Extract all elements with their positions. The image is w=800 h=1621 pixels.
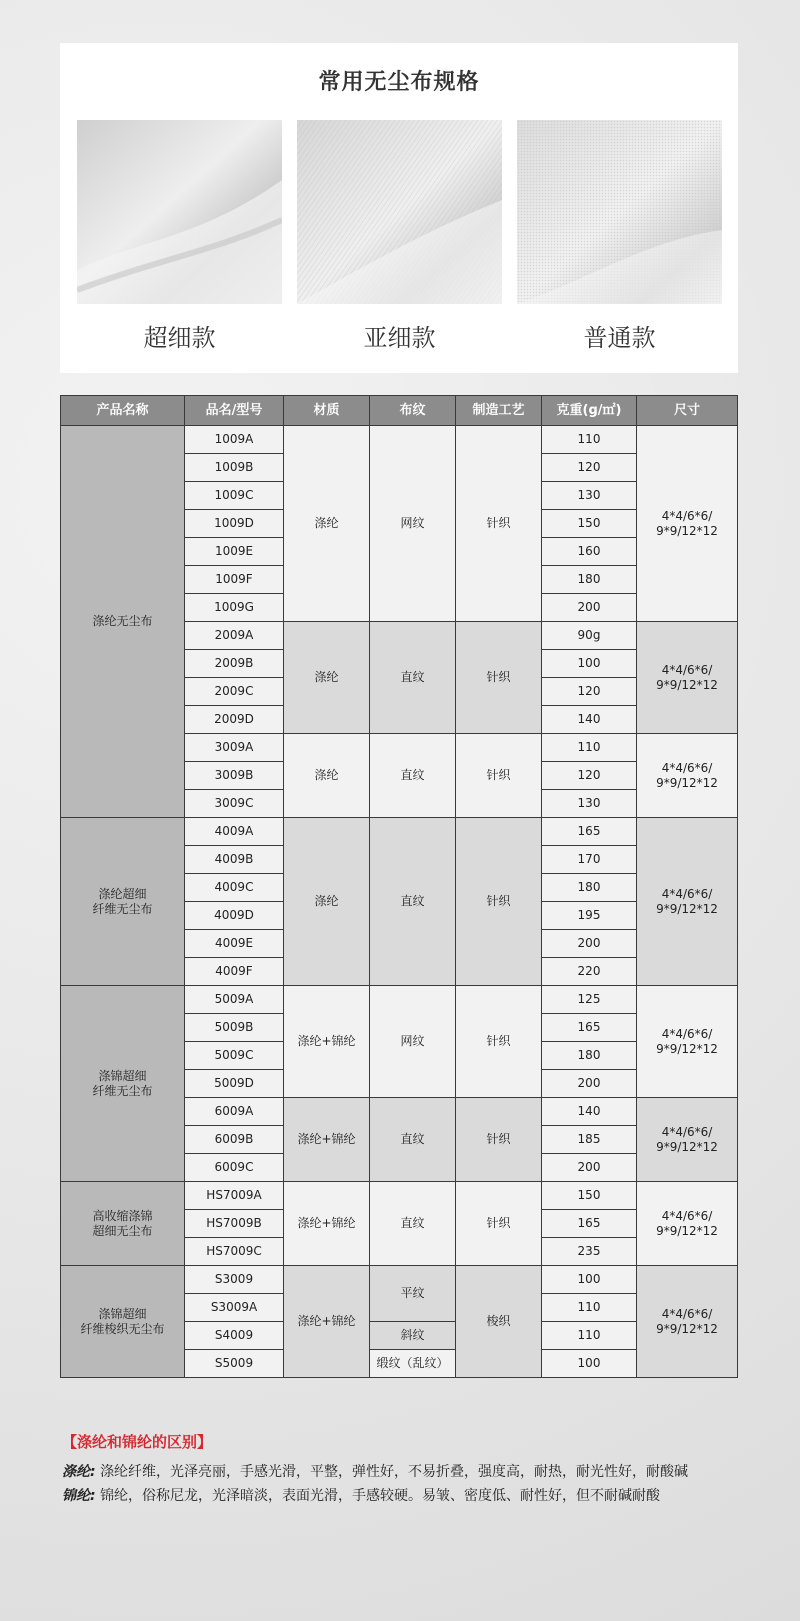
weight-cell: 100	[542, 1266, 637, 1294]
weight-cell: 140	[542, 1098, 637, 1126]
weight-cell: 100	[542, 650, 637, 678]
model-cell: 2009A	[185, 622, 284, 650]
weight-cell: 180	[542, 874, 637, 902]
weight-cell: 110	[542, 734, 637, 762]
nylon-note	[62, 1484, 742, 1508]
weight-cell: 140	[542, 706, 637, 734]
product-name-cell	[61, 1266, 185, 1378]
product-name-cell	[61, 986, 185, 1182]
weight-cell: 120	[542, 678, 637, 706]
model-cell: 2009B	[185, 650, 284, 678]
size-line-1: 4*4/6*6/	[661, 1026, 713, 1041]
notes-heading: 【涤纶和锦纶的区别】	[62, 1433, 213, 1451]
weight-cell: 160	[542, 538, 637, 566]
model-cell: 4009C	[185, 874, 284, 902]
model-cell: 6009A	[185, 1098, 284, 1126]
model-cell: 1009G	[185, 594, 284, 622]
process-cell: 梭织	[456, 1266, 542, 1378]
fabric-image-ultrafine	[77, 120, 282, 304]
product-name-line-2: 纤维梭织无尘布	[80, 1321, 165, 1336]
product-name-line-1: 高收缩涤锦	[92, 1208, 153, 1223]
nylon-text: 锦纶，俗称尼龙，光泽暗淡，表面光滑，手感较硬。易皱、密度低、耐性好，但不耐碱耐酸	[100, 1488, 661, 1504]
size-line-1: 4*4/6*6/	[661, 886, 713, 901]
weight-cell: 200	[542, 594, 637, 622]
model-cell: S4009	[185, 1322, 284, 1350]
process-cell: 针织	[456, 426, 542, 622]
table-row	[61, 1182, 738, 1210]
weave-cell: 斜纹	[370, 1322, 456, 1350]
weave-cell: 直纹	[370, 734, 456, 818]
col-header-process: 制造工艺	[456, 396, 542, 426]
model-cell: 5009C	[185, 1042, 284, 1070]
model-cell: HS7009A	[185, 1182, 284, 1210]
model-cell: HS7009C	[185, 1238, 284, 1266]
size-cell	[637, 1098, 738, 1182]
model-cell: 3009A	[185, 734, 284, 762]
model-cell: 5009A	[185, 986, 284, 1014]
model-cell: 1009E	[185, 538, 284, 566]
table-header-row	[61, 396, 738, 426]
weight-cell: 220	[542, 958, 637, 986]
weight-cell: 180	[542, 566, 637, 594]
model-cell: 3009B	[185, 762, 284, 790]
product-name-cell	[61, 818, 185, 986]
model-cell: 5009B	[185, 1014, 284, 1042]
weight-cell: 110	[542, 1294, 637, 1322]
fabric-image-standard	[517, 120, 722, 304]
weight-cell: 90g	[542, 622, 637, 650]
model-cell: 4009A	[185, 818, 284, 846]
polyester-text: 涤纶纤维，光泽亮丽，手感光滑，平整，弹性好，不易折叠，强度高，耐热，耐光性好，耐酸碱	[100, 1464, 689, 1480]
swatch-label-ultrafine: 超细款	[143, 324, 216, 352]
weave-cell: 平纹	[370, 1266, 456, 1322]
weight-cell: 130	[542, 790, 637, 818]
size-line-2: 9*9/12*12	[656, 1223, 718, 1238]
weave-cell: 直纹	[370, 1098, 456, 1182]
size-line-1: 4*4/6*6/	[661, 1208, 713, 1223]
material-cell: 涤纶	[284, 818, 370, 986]
model-cell: HS7009B	[185, 1210, 284, 1238]
weight-cell: 200	[542, 1154, 637, 1182]
product-name-cell: 涤纶无尘布	[61, 426, 185, 818]
process-cell: 针织	[456, 622, 542, 734]
weight-cell: 125	[542, 986, 637, 1014]
notes-section	[62, 1430, 742, 1508]
polyester-label: 涤纶:	[62, 1464, 96, 1480]
process-cell: 针织	[456, 734, 542, 818]
weight-cell: 185	[542, 1126, 637, 1154]
col-header-weight: 克重(g/㎡)	[542, 396, 637, 426]
page-title: 常用无尘布规格	[318, 70, 480, 95]
size-line-2: 9*9/12*12	[656, 775, 718, 790]
model-cell: 1009C	[185, 482, 284, 510]
weight-cell: 235	[542, 1238, 637, 1266]
model-cell: 1009D	[185, 510, 284, 538]
size-line-2: 9*9/12*12	[656, 523, 718, 538]
model-cell: 4009F	[185, 958, 284, 986]
size-cell	[637, 426, 738, 622]
fabric-image-semifine	[297, 120, 502, 304]
model-cell: 1009B	[185, 454, 284, 482]
material-cell: 涤纶+锦纶	[284, 986, 370, 1098]
size-line-1: 4*4/6*6/	[661, 662, 713, 677]
size-line-2: 9*9/12*12	[656, 1041, 718, 1056]
size-line-2: 9*9/12*12	[656, 1321, 718, 1336]
model-cell: 6009B	[185, 1126, 284, 1154]
weight-cell: 110	[542, 426, 637, 454]
size-cell	[637, 1182, 738, 1266]
process-cell: 针织	[456, 986, 542, 1098]
size-line-1: 4*4/6*6/	[661, 760, 713, 775]
weave-cell: 网纹	[370, 426, 456, 622]
weave-cell: 缎纹（乱纹）	[370, 1350, 456, 1378]
weight-cell: 150	[542, 510, 637, 538]
size-line-1: 4*4/6*6/	[661, 1124, 713, 1139]
size-cell	[637, 986, 738, 1098]
product-name-line-2: 纤维无尘布	[92, 901, 153, 916]
process-cell: 针织	[456, 818, 542, 986]
weight-cell: 130	[542, 482, 637, 510]
spec-table	[60, 395, 738, 1378]
top-card	[60, 43, 738, 373]
col-header-weave: 布纹	[370, 396, 456, 426]
model-cell: 2009C	[185, 678, 284, 706]
model-cell: 2009D	[185, 706, 284, 734]
process-cell: 针织	[456, 1098, 542, 1182]
weight-cell: 200	[542, 930, 637, 958]
weight-cell: 170	[542, 846, 637, 874]
model-cell: 4009B	[185, 846, 284, 874]
polyester-note	[62, 1460, 742, 1484]
swatch-label-semifine: 亚细款	[363, 324, 436, 352]
table-row	[61, 818, 738, 846]
model-cell: 6009C	[185, 1154, 284, 1182]
weave-cell: 直纹	[370, 1182, 456, 1266]
weight-cell: 200	[542, 1070, 637, 1098]
col-header-size: 尺寸	[637, 396, 738, 426]
model-cell: 4009E	[185, 930, 284, 958]
material-cell: 涤纶+锦纶	[284, 1098, 370, 1182]
model-cell: S5009	[185, 1350, 284, 1378]
size-line-2: 9*9/12*12	[656, 901, 718, 916]
weight-cell: 110	[542, 1322, 637, 1350]
weight-cell: 195	[542, 902, 637, 930]
material-cell: 涤纶	[284, 426, 370, 622]
table-row	[61, 1266, 738, 1294]
model-cell: 1009F	[185, 566, 284, 594]
col-header-product: 产品名称	[61, 396, 185, 426]
model-cell: 1009A	[185, 426, 284, 454]
size-cell	[637, 734, 738, 818]
material-cell: 涤纶	[284, 622, 370, 734]
product-name-cell	[61, 1182, 185, 1266]
swatch-label-standard: 普通款	[583, 324, 656, 352]
size-cell	[637, 1266, 738, 1378]
weight-cell: 180	[542, 1042, 637, 1070]
weave-cell: 网纹	[370, 986, 456, 1098]
material-cell: 涤纶+锦纶	[284, 1266, 370, 1378]
weight-cell: 165	[542, 1210, 637, 1238]
weight-cell: 100	[542, 1350, 637, 1378]
model-cell: S3009A	[185, 1294, 284, 1322]
size-cell	[637, 818, 738, 986]
size-line-1: 4*4/6*6/	[661, 508, 713, 523]
model-cell: 3009C	[185, 790, 284, 818]
product-name-line-1: 涤纶超细	[98, 886, 147, 901]
product-name-line-2: 纤维无尘布	[92, 1083, 153, 1098]
weight-cell: 165	[542, 1014, 637, 1042]
weight-cell: 120	[542, 762, 637, 790]
weight-cell: 165	[542, 818, 637, 846]
size-cell	[637, 622, 738, 734]
model-cell: 4009D	[185, 902, 284, 930]
process-cell: 针织	[456, 1182, 542, 1266]
size-line-2: 9*9/12*12	[656, 1139, 718, 1154]
size-line-1: 4*4/6*6/	[661, 1306, 713, 1321]
table-row	[61, 986, 738, 1014]
model-cell: S3009	[185, 1266, 284, 1294]
product-name-line-1: 涤锦超细	[98, 1068, 147, 1083]
weight-cell: 150	[542, 1182, 637, 1210]
nylon-label: 锦纶:	[62, 1488, 96, 1504]
weave-cell: 直纹	[370, 622, 456, 734]
weave-cell: 直纹	[370, 818, 456, 986]
weight-cell: 120	[542, 454, 637, 482]
material-cell: 涤纶+锦纶	[284, 1182, 370, 1266]
size-line-2: 9*9/12*12	[656, 677, 718, 692]
col-header-model: 品名/型号	[185, 396, 284, 426]
model-cell: 5009D	[185, 1070, 284, 1098]
material-cell: 涤纶	[284, 734, 370, 818]
col-header-material: 材质	[284, 396, 370, 426]
product-name-line-1: 涤锦超细	[98, 1306, 147, 1321]
product-name-line-2: 超细无尘布	[92, 1223, 153, 1238]
table-row	[61, 426, 738, 454]
